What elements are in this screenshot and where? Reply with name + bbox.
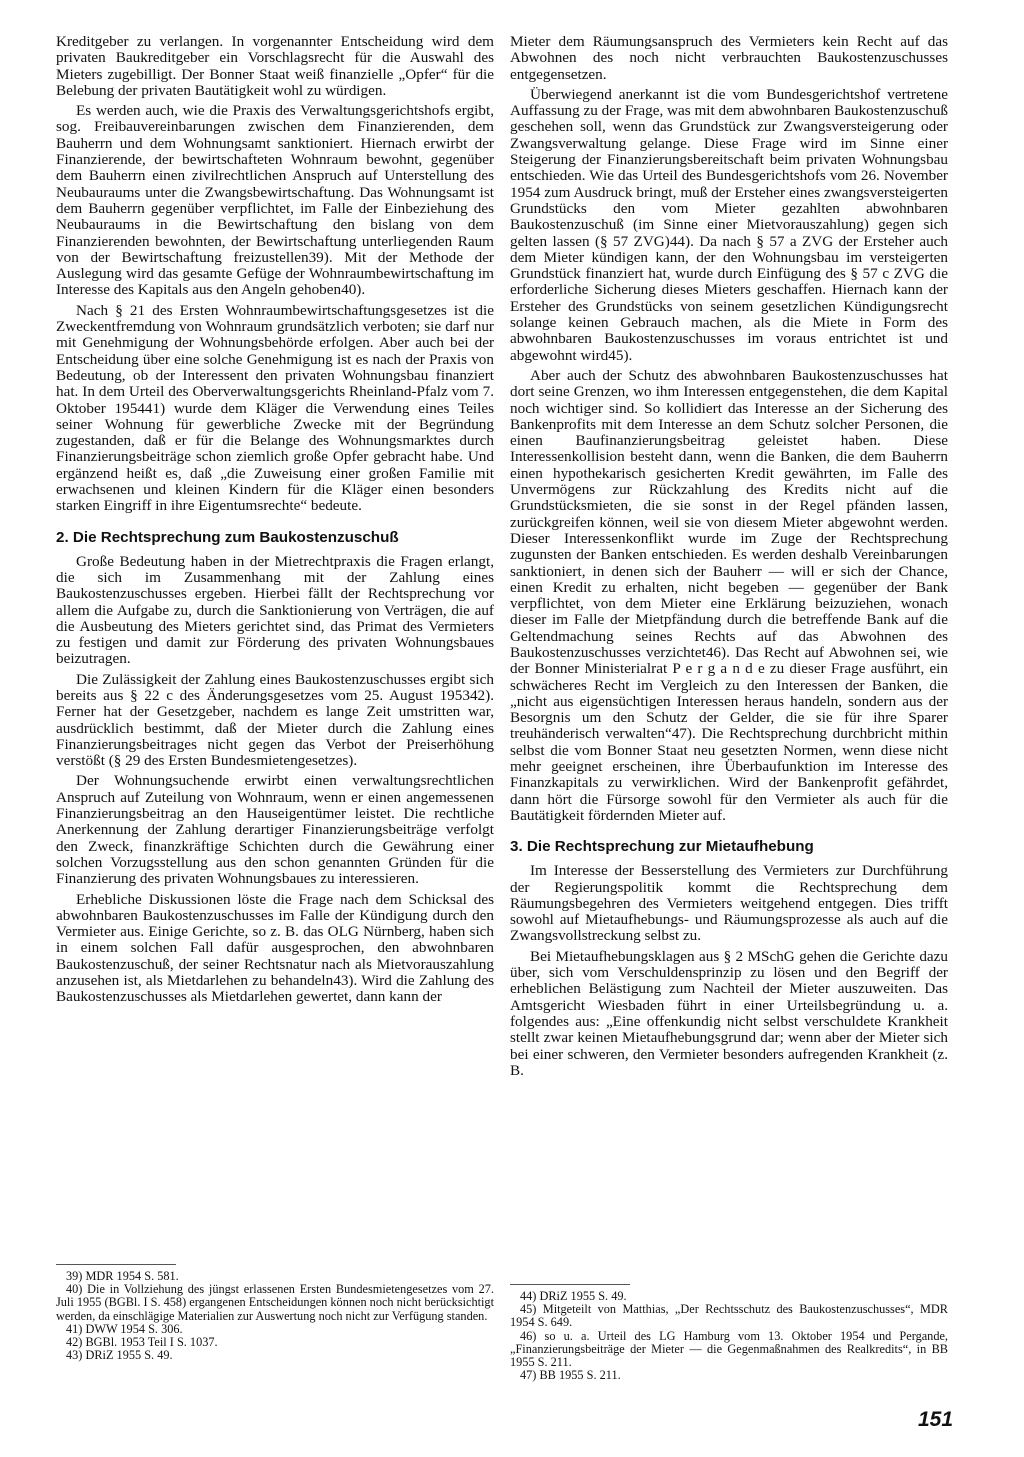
footnote: 46) so u. a. Urteil des LG Hamburg vom 13. Oktober 1954 und Pergande, „Finanzierungsbeiträge der Mieter — die Gegenmaßnahmen des Realkredits“, in BB 1955 S. 211.	[510, 1328, 948, 1370]
footnote: 39) MDR 1954 S. 581.	[66, 1269, 179, 1283]
paragraph: Aber auch der Schutz des abwohnbaren Baukostenzuschusses hat dort seine Grenzen, wo ihm Interessen entgegenstehen, die dem Kapital noch wichtiger sind. So kollidiert das Interesse an der Sicherung des Bankenprofits mit dem Interesse an dem Schutz solcher Personen, die einen Baufinanzierungsbeitrag geleistet haben. Diese Interessenkollision besteht dann, wenn die Banken, die dem Bauherrn einen hypothekarisch gesicherten Kredit gewährten, im Falle des Unvermögens zur Rückzahlung des Kredits nicht auf die Grundstücksmieten, die sie sonst in der Regel pfänden lassen, zurückgreifen können, weil sie von diesem Mieter abgewohnt werden. Dieser Interessenkonflikt wurde im Zuge der Rechtsprechung zugunsten der Banken entschieden. Es werden deshalb Vereinbarungen sanktioniert, in denen sich der Bauherr — will er sich der Chance, einen Kredit zu erhalten, nicht begeben — gegenüber der Bank verpflichtet, von dem Mieter eine Erklärung beizuziehen, wonach dieser im Falle der Mietpfändung durch die betreffende Bank auf die Geltendmachung seines Rechts auf das Abwohnen des Baukostenzuschusses verzichtet46). Das Recht auf Abwohnen sei, wie der Bonner Ministerialrat P e r g a n d e zu dieser Frage ausführt, ein schwächeres Recht im Vergleich zu den Interessen der Banken, die „nicht aus eigensüchtigen Interessen heraus handeln, sondern aus der Besorgnis um den Schutz der Gelder, die sie für ihre Sparer treuhänderisch verwalten“47). Die Rechtsprechung durchbricht mithin selbst die vom Bonner Staat neu gesetzten Normen, wenn diese nicht mehr geeignet erscheinen, ihre Überbaufunktion im Interesse des Finanzkapitals zu verwirklichen. Wird der Bankenprofit gefährdet, dann hört die Fürsorge sowohl für den Vermieter als auch für die Bautätigkeit fördernden Mieter auf.	[510, 366, 948, 824]
footnote: 41) DWW 1954 S. 306.	[66, 1321, 183, 1336]
paragraph: Die Zulässigkeit der Zahlung eines Baukostenzuschusses ergibt sich bereits aus § 22 c des Änderungsgesetzes vom 25. August 195342). Ferner hat der Gesetzgeber, nachdem es lange Zeit umstritten war, ausdrücklich bestimmt, daß der Mieter durch die Zahlung eines Finanzierungsbeitrages nicht gegen das Verbot der Preiserhöhung verstößt (§ 29 des Ersten Bundesmietengesetzes).	[56, 670, 494, 770]
footnotes-right	[510, 1290, 948, 1382]
paragraph: Mieter dem Räumungsanspruch des Vermieters kein Recht auf das Abwohnen des noch nicht verbrauchten Baukostenzuschusses entgegensetzen.	[510, 33, 948, 83]
paragraph: Nach § 21 des Ersten Wohnraumbewirtschaftungsgesetzes ist die Zweckentfremdung von Wohnraum grundsätzlich verboten; sie darf nur mit Genehmigung der Wohnungsbehörde erfolgen. Aber auch bei der Entscheidung über eine solche Genehmigung ist es nach der Praxis von Bedeutung, ob der Interessent den privaten Wohnungsbau finanziert hat. In dem Urteil des Oberverwaltungsgerichts Rheinland-Pfalz vom 7. Oktober 195441) wurde dem Kläger die Verwendung eines Teiles seiner Wohnung für gewerbliche Zwecke mit der Begründung zugestanden, daß er für die Belange des Wohnungsmarktes durch Finanzierungsbeiträge schon ziemlich große Opfer gebracht habe. Und ergänzend heißt es, daß „die Zuweisung einer großen Familie mit erwachsenen und kleinen Kindern für die Kläger einen besonders starken Eingriff in ihre Eigentumsrechte“ bedeute.	[56, 301, 494, 515]
paragraph: Bei Mietaufhebungsklagen aus § 2 MSchG gehen die Gerichte dazu über, sich vom Verschuldensprinzip zu lösen und den Begriff der erheblichen Belästigung zum Nachteil der Mieter auszuweiten. Das Amtsgericht Wiesbaden führt in einer Urteilsbegründung u. a. folgendes aus: „Eine offenkundig nicht selbst verschuldete Krankheit stellt zwar keinen Mietaufhebungsgrund dar; wenn aber der Mieter sich bei einer schweren, den Vermieter besonders aufregenden Krankheit (z. B.	[510, 947, 948, 1079]
paragraph: Erhebliche Diskussionen löste die Frage nach dem Schicksal des abwohnbaren Baukostenzuschusses im Falle der Kündigung durch den Vermieter aus. Einige Gerichte, so z. B. das OLG Nürnberg, haben sich in einem solchen Fall dafür ausgesprochen, den abwohnbaren Baukostenzuschuß, der seiner Rechtsnatur nach als Mietvorauszahlung anzusehen ist, als Mietdarlehen zu behandeln43). Wird die Zahlung des Baukostenzuschusses als Mietdarlehen gewertet, dann kann der	[56, 890, 494, 1006]
footnote: 47) BB 1955 S. 211.	[520, 1368, 621, 1383]
paragraph: Überwiegend anerkannt ist die vom Bundesgerichtshof vertretene Auffassung zu der Frage, was mit dem abwohnbaren Baukostenzuschuß geschehen soll, wenn das Grundstück zur Zwangsversteigerung oder Zwangsverwaltung gelange. Diese Frage wird im Sinne einer Steigerung der Finanzierungsbereitschaft beim privaten Wohnungsbau entschieden. Wie das Urteil des Bundesgerichtshofs vom 26. November 1954 zum Ausdruck bringt, muß der Ersteher eines zwangsversteigerten Grundstücks den vom Mieter gezahlten abwohnbaren Baukostenzuschuß (im Sinne einer Mietvorauszahlung) gegen sich gelten lassen (§ 57 ZVG)44). Da nach § 57 a ZVG der Ersteher auch dem Mieter kündigen kann, der den Wohnungsbau im versteigerten Grundstück finanziert hat, wurde durch Einfügung des § 57 c ZVG die erforderliche Sicherung dieses Mieters geschaffen. Hiernach kann der Ersteher des Grundstücks von seinem gesetzlichen Kündigungsrecht solange keinen Gebrauch machen, als die Miete in Form des abwohnbaren Baukostenzuschusses im voraus entrichtet ist und abgewohnt wird45).	[510, 85, 948, 364]
footnote: 42) BGBl. 1953 Teil I S. 1037.	[66, 1335, 218, 1350]
right-column	[510, 34, 948, 1083]
footnotes-left	[56, 1270, 494, 1362]
footnote: 45) Mitgeteilt von Matthias, „Der Rechtsschutz des Baukostenzuschusses“, MDR 1954 S. 649.	[510, 1302, 948, 1330]
footnote: 44) DRiZ 1955 S. 49.	[520, 1289, 627, 1303]
section-heading: 2. Die Rechtsprechung zum Baukostenzuschuß	[56, 528, 399, 546]
footnote: 40) Die in Vollziehung des jüngst erlassenen Ersten Bundesmietengesetzes vom 27. Juli 1955 (BGBl. I S. 458) ergangenen Entscheidungen können noch nicht berücksichtigt werden, da einschlägige Materialien zur Auswertung noch nicht zur Verfügung standen.	[56, 1282, 494, 1323]
footnote-rule	[510, 1284, 630, 1285]
paragraph: Der Wohnungsuchende erwirbt einen verwaltungsrechtlichen Anspruch auf Zuteilung von Wohnraum, wenn er einen angemessenen Finanzierungsbeitrag an den Hauseigentümer leistet. Die rechtliche Anerkennung der Zahlung derartiger Finanzierungsbeiträge verfolgt den Zweck, finanzkräftige Schichten durch die Gewährung einer solchen Vorzugsstellung aus den schon genannten Gründen für die Finanzierung des privaten Wohnungsbaues zu interessieren.	[56, 772, 494, 888]
paragraph: Große Bedeutung haben in der Mietrechtpraxis die Fragen erlangt, die sich im Zusammenhang mit der Zahlung eines Baukostenzuschusses ergeben. Hierbei fällt der Rechtsprechung vor allem die Aufgabe zu, durch die Sanktionierung von Verträgen, die auf die Ausbeutung des Mieters gerichtet sind, das Primat des Vermieters zu festigen und damit zur Förderung des privaten Wohnungsbaues beizutragen.	[56, 552, 494, 668]
paragraph: Im Interesse der Besserstellung des Vermieters zur Durchführung der Regierungspolitik kommt die Rechtsprechung dem Räumungsbegehren des Vermieters weitgehend entgegen. Dies trifft sowohl auf Mietaufhebungs- und Räumungsprozesse als auch auf die Zwangsvollstreckung selbst zu.	[510, 862, 948, 945]
paragraph: Kreditgeber zu verlangen. In vorgenannter Entscheidung wird dem privaten Baukreditgeber ein Vorschlagsrecht für die Auswahl des Mieters zugebilligt. Der Bonner Staat weiß finanzielle „Opfer“ für die Belebung der privaten Bautätigkeit wohl zu würdigen.	[56, 33, 494, 99]
footnote: 43) DRiZ 1955 S. 49.	[66, 1348, 173, 1363]
section-heading: 3. Die Rechtsprechung zur Mietaufhebung	[510, 838, 814, 856]
paragraph: Es werden auch, wie die Praxis des Verwaltungsgerichtshofs ergibt, sog. Freibauvereinbarungen zwischen dem Finanzierenden, dem Bauherrn und dem Wohnungsamt sanktioniert. Hiernach erwirbt der Finanzierende, der bewirtschafteten Wohnraum bewohnt, gegenüber dem Bauherrn einen zivilrechtlichen Anspruch auf Unterstellung des Neubauraums unter die Zwangsbewirtschaftung. Das Wohnungsamt ist dem Bauherrn gegenüber verpflichtet, im Falle der Einbeziehung des Neubauraums in die Bewirtschaftung den bislang von dem Finanzierenden bewohnten, der Bewirtschaftung unterliegenden Raum von der Bewirtschaftung freizustellen39). Mit der Methode der Auslegung wird das gesamte Gefüge der Wohnraumbewirtschaftung im Interesse des Kapitals aus den Angeln gehoben40).	[56, 102, 494, 299]
left-column	[56, 34, 494, 1010]
page-number: 151	[918, 1408, 954, 1431]
